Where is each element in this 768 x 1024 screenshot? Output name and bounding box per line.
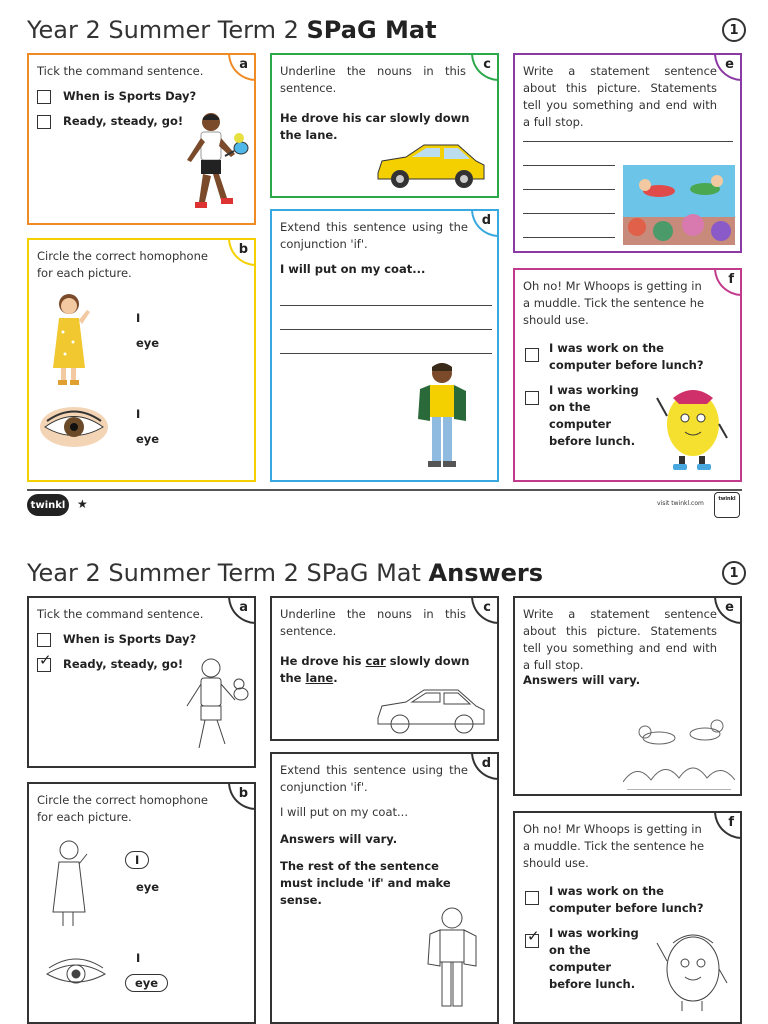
- question-letter: a: [228, 53, 256, 81]
- answer-e: [513, 596, 742, 796]
- question-letter: c: [471, 53, 499, 81]
- homophone-word-4[interactable]: eye: [125, 975, 168, 992]
- answer-d: [270, 752, 499, 1024]
- option-2: Ready, steady, go!: [63, 657, 184, 671]
- option-2: I was working on the computer before lunch.: [549, 383, 639, 448]
- instruction: Circle the correct homophone for each picture.: [37, 793, 208, 824]
- instruction: Tick the command sentence.: [37, 64, 204, 78]
- homophone-word-4[interactable]: eye: [136, 432, 160, 446]
- instruction: Write a statement sentence about this picture. Statements tell you something and end with a full stop.: [523, 607, 717, 672]
- question-letter: f: [714, 268, 742, 296]
- sentence: He drove his car slowly down the lane.: [280, 654, 470, 685]
- homophone-word-2[interactable]: eye: [136, 336, 160, 350]
- eye-outline: [43, 956, 109, 992]
- checkbox-option-2[interactable]: [37, 651, 52, 672]
- answer-text-1: Answers will vary.: [280, 832, 398, 846]
- tick-mark: ✓: [39, 651, 52, 669]
- answers-page-number: 1: [722, 561, 746, 585]
- footer-divider: [27, 489, 742, 491]
- answer-line-5[interactable]: [523, 237, 615, 238]
- mr-whoops-illustration: [655, 384, 731, 472]
- instruction: Circle the correct homophone for each picture.: [37, 249, 208, 280]
- homophone-word-1[interactable]: I: [136, 311, 141, 325]
- option-1: I was work on the computer before lunch?: [549, 341, 704, 372]
- checkbox-option-2[interactable]: [37, 115, 51, 129]
- instruction: Write a statement sentence about this picture. Statements tell you something and end with a full stop.: [523, 64, 717, 129]
- question-letter: c: [471, 596, 499, 624]
- divers-outline: [623, 712, 735, 790]
- boy-coat-outline: [422, 904, 482, 1020]
- option-1: When is Sports Day?: [63, 89, 197, 103]
- instruction: Extend this sentence using the conjunction 'if'.: [280, 763, 468, 794]
- tennis-boy-illustration: [179, 110, 249, 220]
- sentence[interactable]: He drove his car slowly down the lane.: [280, 111, 470, 142]
- answers-title: Year 2 Summer Term 2 SPaG Mat Answers: [27, 559, 544, 587]
- eye-illustration: [39, 406, 109, 448]
- answer-line-3[interactable]: [523, 189, 615, 190]
- page-number: 1: [722, 18, 746, 42]
- checkbox-option-2[interactable]: [525, 927, 540, 948]
- answer-f: [513, 811, 742, 1024]
- visit-link[interactable]: visit twinkl.com: [657, 500, 704, 507]
- instruction: Oh no! Mr Whoops is getting in a muddle. Tick the sentence he should use.: [523, 822, 705, 870]
- question-letter: d: [471, 752, 499, 780]
- answer-line-1[interactable]: [523, 141, 733, 142]
- divers-underwater-illustration: [623, 165, 735, 245]
- question-letter: b: [228, 782, 256, 810]
- boy-coat-illustration: [412, 359, 472, 475]
- homophone-word-1[interactable]: I: [125, 852, 149, 869]
- star-icon: ★: [77, 497, 88, 511]
- sentence: I will put on my coat...: [280, 805, 408, 819]
- question-d: [270, 209, 499, 482]
- answer-text-2: The rest of the sentence must include 'if' and make sense.: [280, 859, 451, 907]
- girl-outline: [47, 836, 95, 934]
- homophone-word-3[interactable]: I: [136, 407, 141, 421]
- question-e: [513, 53, 742, 253]
- question-letter: d: [471, 209, 499, 237]
- question-letter: a: [228, 596, 256, 624]
- answer-line-3[interactable]: [280, 353, 492, 354]
- car-illustration: [372, 139, 488, 191]
- question-c: [270, 53, 499, 198]
- instruction: Underline the nouns in this sentence.: [280, 607, 466, 638]
- tennis-boy-outline: [179, 656, 249, 760]
- answer-line-2[interactable]: [523, 165, 615, 166]
- question-f: [513, 268, 742, 482]
- option-2: Ready, steady, go!: [63, 114, 184, 128]
- tick-mark: ✓: [527, 927, 540, 945]
- answer-c: [270, 596, 499, 741]
- question-b: [27, 238, 256, 482]
- answer-line-1[interactable]: [280, 305, 492, 306]
- mr-whoops-outline: [655, 929, 731, 1017]
- homophone-word-3[interactable]: I: [136, 951, 141, 965]
- checkbox-option-1[interactable]: [525, 891, 539, 905]
- question-letter: e: [714, 596, 742, 624]
- answer-line-2[interactable]: [280, 329, 492, 330]
- checkbox-option-1[interactable]: [37, 90, 51, 104]
- twinkl-logo[interactable]: twinkl: [27, 494, 69, 516]
- girl-illustration: [47, 292, 95, 390]
- quality-badge: twinkl: [714, 492, 740, 518]
- homophone-word-2[interactable]: eye: [136, 880, 160, 894]
- page-title: Year 2 Summer Term 2 SPaG Mat: [27, 16, 437, 44]
- instruction: Oh no! Mr Whoops is getting in a muddle. Tick the sentence he should use.: [523, 279, 705, 327]
- car-outline: [372, 684, 488, 736]
- instruction: Tick the command sentence.: [37, 607, 204, 621]
- option-1: When is Sports Day?: [63, 632, 197, 646]
- question-a: [27, 53, 256, 225]
- checkbox-option-1[interactable]: [525, 348, 539, 362]
- question-letter: e: [714, 53, 742, 81]
- instruction: Extend this sentence using the conjunction 'if'.: [280, 220, 468, 251]
- sentence: I will put on my coat...: [280, 262, 426, 276]
- question-letter: f: [714, 811, 742, 839]
- checkbox-option-1[interactable]: [37, 633, 51, 647]
- instruction: Underline the nouns in this sentence.: [280, 64, 466, 95]
- noun-car: car: [365, 654, 386, 668]
- answer-a: [27, 596, 256, 768]
- checkbox-option-2[interactable]: [525, 391, 539, 405]
- option-2: I was working on the computer before lunch.: [549, 926, 639, 991]
- noun-lane: lane: [305, 671, 334, 685]
- answer-b: [27, 782, 256, 1024]
- question-letter: b: [228, 238, 256, 266]
- answer-text: Answers will vary.: [523, 673, 641, 687]
- answer-line-4[interactable]: [523, 213, 615, 214]
- option-1: I was work on the computer before lunch?: [549, 884, 704, 915]
